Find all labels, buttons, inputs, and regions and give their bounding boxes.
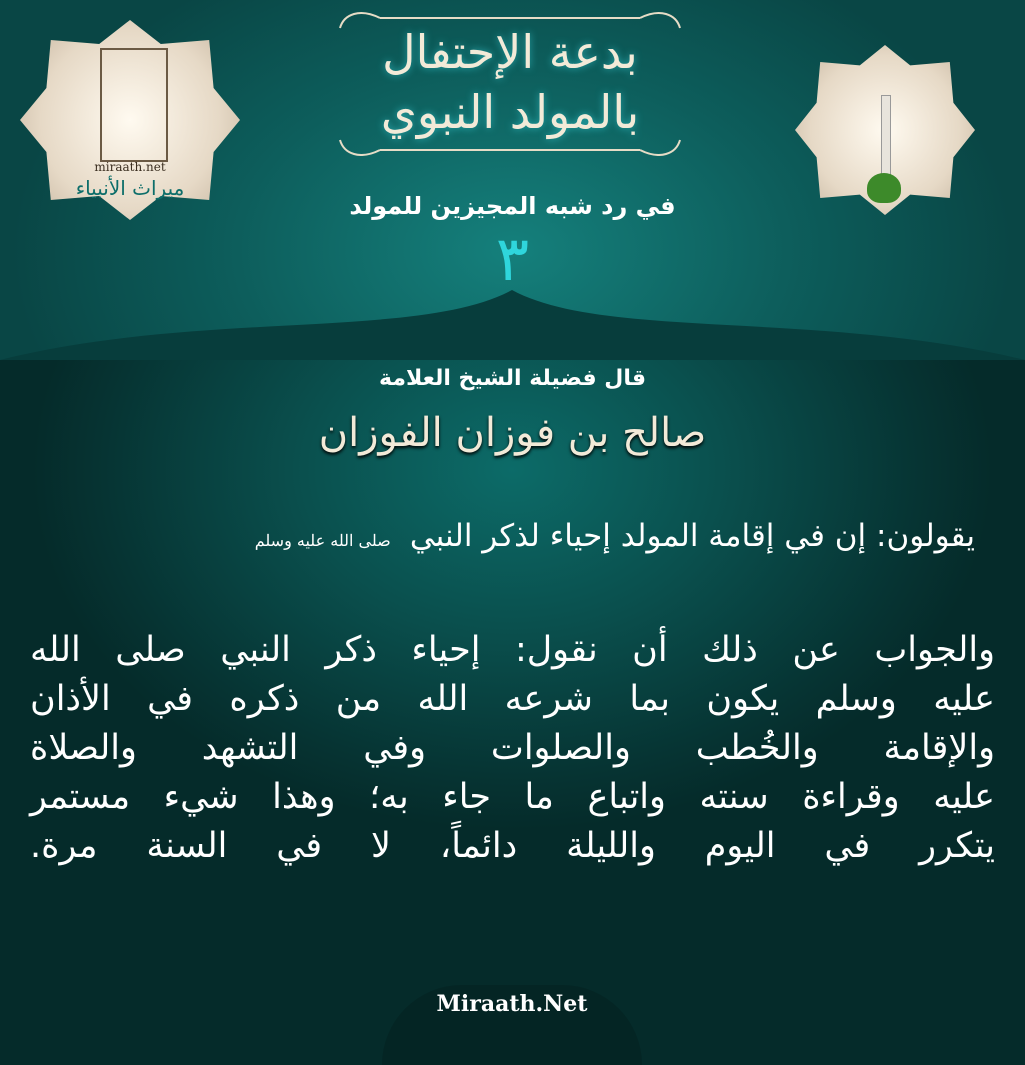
speaker-name: صالح بن فوزان الفوزان (318, 410, 707, 456)
claim-text: يقولون: إن في إقامة المولد إحياء لذكر النبي (409, 518, 975, 554)
title-line-1: بدعة الإحتفال (382, 25, 638, 79)
logo-name: ميراث الأنبياء (75, 176, 185, 200)
logo-site: miraath.net (94, 160, 166, 174)
honorific: صلى الله عليه وسلم (254, 531, 391, 550)
title-line-2: بالمولد النبوي (380, 85, 640, 139)
logo-calligraphy-frame (100, 48, 168, 162)
answer-line-5: يتكرر في اليوم والليلة دائماً، لا في السنة مرة. (30, 826, 995, 866)
answer-line-3: والإقامة والخُطب والصلوات وفي التشهد والصلاة (30, 728, 995, 768)
subtitle: في رد شبه المجيزين للمولد (349, 192, 676, 220)
answer-line-4: عليه وقراءة سنته واتباع ما جاء به؛ وهذا شيء مستمر (30, 777, 995, 817)
footer (382, 985, 642, 1065)
dome-icon (867, 173, 901, 203)
part-number: ٣ (495, 222, 530, 295)
logo-badge (20, 20, 240, 220)
claim (40, 518, 975, 554)
footer-site: Miraath.Net (436, 991, 588, 1017)
minaret-badge (795, 45, 975, 215)
speaker-intro: قال فضيلة الشيخ العلامة (378, 366, 647, 391)
answer-line-2: عليه وسلم يكون بما شرعه الله من ذكره في الأذان (30, 679, 995, 719)
answer-line-1: والجواب عن ذلك أن نقول: إحياء ذكر النبي صلى الله (30, 630, 995, 670)
